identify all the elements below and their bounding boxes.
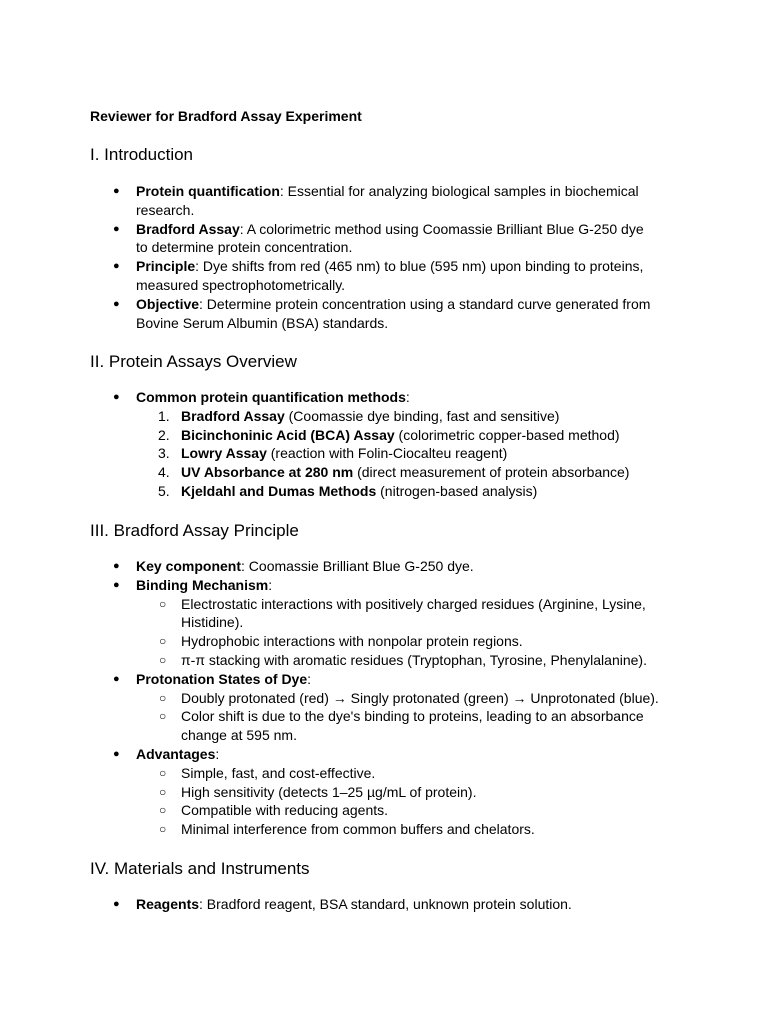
item-text: : Determine protein concentration using a standard curve generated from Bovine Serum Albumin (BSA) standards. xyxy=(136,295,651,331)
item-text: Electrostatic interactions with positively charged residues (Arginine, Lysine, Histidine). xyxy=(181,595,646,631)
item-label: Kjeldahl and Dumas Methods xyxy=(181,482,377,499)
number-marker: 3. xyxy=(158,445,170,462)
item-text: (reaction with Folin-Ciocalteu reagent) xyxy=(266,445,508,462)
number-marker: 4. xyxy=(158,464,170,481)
introduction-list xyxy=(0,182,768,332)
overview-list xyxy=(0,388,768,501)
item-text: : Dye shifts from red (465 nm) to blue (595 nm) upon binding to proteins, measured spectrophotometrically. xyxy=(136,258,644,293)
item-label: Key component xyxy=(136,558,242,574)
item-text: : xyxy=(307,670,312,687)
bullet-marker: ● xyxy=(113,260,120,273)
item-text: : Bradford reagent, BSA standard, unknown protein solution. xyxy=(199,896,572,912)
sub-list-item xyxy=(0,801,661,820)
numbered-item xyxy=(0,482,661,501)
bullet-marker: ● xyxy=(113,898,120,910)
materials-list xyxy=(0,895,768,914)
bullet-marker: ● xyxy=(113,747,120,760)
item-text: Doubly protonated (red) → Singly protonated (green) → Unprotonated (blue). xyxy=(181,689,659,706)
item-text: : xyxy=(268,576,273,593)
item-label: Bradford Assay xyxy=(181,407,285,424)
number-marker: 5. xyxy=(158,482,170,499)
list-item xyxy=(0,220,656,258)
item-text: (colorimetric copper-based method) xyxy=(394,426,620,443)
item-text: Minimal interference from common buffers and chelators. xyxy=(181,821,535,838)
item-text: π-π stacking with aromatic residues (Tryptophan, Tyrosine, Phenylalanine). xyxy=(181,651,647,668)
sub-list-item xyxy=(0,707,661,745)
heading-introduction: I. Introduction xyxy=(90,145,194,164)
item-label: UV Absorbance at 280 nm xyxy=(181,464,354,481)
list-item xyxy=(0,745,656,764)
item-label: Lowry Assay xyxy=(181,445,267,462)
item-text: Hydrophobic interactions with nonpolar protein regions. xyxy=(181,633,523,650)
item-label: Reagents xyxy=(136,896,200,912)
item-text: (direct measurement of protein absorbance) xyxy=(353,464,630,481)
sub-bullet-marker: ○ xyxy=(159,709,167,724)
bullet-marker: ● xyxy=(113,185,120,197)
bullet-marker: ● xyxy=(113,560,120,572)
bullet-marker: ● xyxy=(113,297,120,310)
list-item xyxy=(0,257,656,295)
bullet-marker: ● xyxy=(113,578,120,591)
sub-list-item xyxy=(0,632,661,651)
item-text: High sensitivity (detects 1–25 µg/mL of protein). xyxy=(181,783,477,800)
item-text: Color shift is due to the dye's binding to proteins, leading to an absorbance change at 595 nm. xyxy=(181,708,644,744)
bullet-marker: ● xyxy=(113,672,120,685)
sub-list-item xyxy=(0,764,661,783)
list-item xyxy=(0,576,656,595)
list-item xyxy=(0,295,656,333)
sub-bullet-marker: ○ xyxy=(159,803,167,818)
item-label: Advantages xyxy=(136,745,216,762)
item-label: Protein quantification xyxy=(136,183,280,199)
item-text: : Coomassie Brilliant Blue G-250 dye. xyxy=(241,558,474,574)
principle-list xyxy=(0,557,768,839)
numbered-item xyxy=(0,444,661,463)
item-label: Objective xyxy=(136,295,200,312)
bullet-marker: ● xyxy=(113,222,120,235)
list-item xyxy=(0,388,656,407)
sub-bullet-marker: ○ xyxy=(159,652,167,667)
sub-bullet-marker: ○ xyxy=(159,596,167,611)
list-item xyxy=(0,895,656,914)
item-text: : Essential for analyzing biological samples in biochemical research. xyxy=(136,183,639,218)
sub-bullet-marker: ○ xyxy=(159,765,167,780)
sub-list-item xyxy=(0,595,661,633)
sub-bullet-marker: ○ xyxy=(159,634,167,649)
item-text: : xyxy=(405,389,410,405)
list-item xyxy=(0,557,656,576)
sub-list-item xyxy=(0,820,661,839)
item-label: Binding Mechanism xyxy=(136,576,269,593)
numbered-item xyxy=(0,426,661,445)
item-label: Common protein quantification methods xyxy=(136,389,406,405)
item-label: Bradford Assay xyxy=(136,220,240,237)
number-marker: 2. xyxy=(158,426,170,443)
sub-list-item xyxy=(0,651,661,670)
number-marker: 1. xyxy=(158,407,170,424)
item-label: Bicinchoninic Acid (BCA) Assay xyxy=(181,426,395,443)
item-text: : A colorimetric method using Coomassie Brilliant Blue G-250 dye to determine protein concentration. xyxy=(136,220,644,256)
item-text: Simple, fast, and cost-effective. xyxy=(181,764,376,781)
document-title: Reviewer for Bradford Assay Experiment xyxy=(90,108,362,124)
list-item xyxy=(0,670,656,689)
sub-bullet-marker: ○ xyxy=(159,784,167,799)
item-label: Protonation States of Dye xyxy=(136,670,308,687)
item-label: Principle xyxy=(136,258,196,275)
sub-bullet-marker: ○ xyxy=(159,690,167,705)
heading-bradford-assay-principle: III. Bradford Assay Principle xyxy=(90,521,299,540)
item-text: (nitrogen-based analysis) xyxy=(376,482,538,499)
list-item xyxy=(0,182,656,220)
numbered-item xyxy=(0,463,661,482)
sub-bullet-marker: ○ xyxy=(159,822,167,837)
sub-list-item xyxy=(0,689,661,708)
heading-protein-assays-overview: II. Protein Assays Overview xyxy=(90,352,297,371)
item-text: Compatible with reducing agents. xyxy=(181,802,389,819)
bullet-marker: ● xyxy=(113,391,120,403)
heading-materials-and-instruments: IV. Materials and Instruments xyxy=(90,859,310,878)
item-text: (Coomassie dye binding, fast and sensitive) xyxy=(284,407,560,424)
item-text: : xyxy=(215,745,220,762)
sub-list-item xyxy=(0,783,661,802)
numbered-item xyxy=(0,407,661,426)
